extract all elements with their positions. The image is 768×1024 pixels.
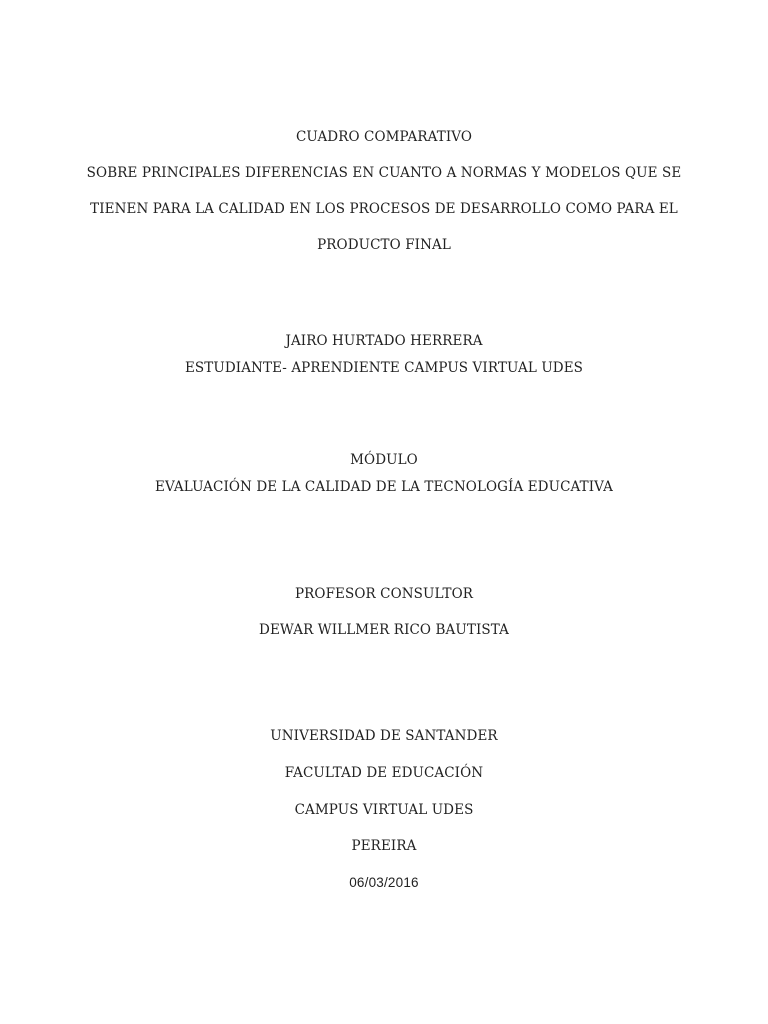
document-date: 06/03/2016: [349, 875, 419, 890]
professor-name: DEWAR WILLMER RICO BAUTISTA: [259, 622, 509, 638]
module-name: EVALUACIÓN DE LA CALIDAD DE LA TECNOLOGÍA EDUCATIVA: [155, 479, 613, 495]
document-subtitle-line-1: SOBRE PRINCIPALES DIFERENCIAS EN CUANTO A NORMAS Y MODELOS QUE SE: [86, 165, 682, 181]
campus-name: CAMPUS VIRTUAL UDES: [294, 802, 474, 818]
university-name: UNIVERSIDAD DE SANTANDER: [270, 728, 498, 744]
document-subtitle-line-2: TIENEN PARA LA CALIDAD EN LOS PROCESOS DE DESARROLLO COMO PARA EL: [90, 201, 678, 217]
document-subtitle-line-3: PRODUCTO FINAL: [317, 237, 451, 253]
city-name: PEREIRA: [351, 838, 417, 854]
document-title: CUADRO COMPARATIVO: [295, 129, 473, 145]
author-role: ESTUDIANTE- APRENDIENTE CAMPUS VIRTUAL UDES: [184, 360, 584, 376]
faculty-name: FACULTAD DE EDUCACIÓN: [284, 765, 484, 781]
module-label: MÓDULO: [350, 452, 418, 468]
author-name: JAIRO HURTADO HERRERA: [285, 333, 483, 349]
professor-label: PROFESOR CONSULTOR: [294, 586, 474, 602]
